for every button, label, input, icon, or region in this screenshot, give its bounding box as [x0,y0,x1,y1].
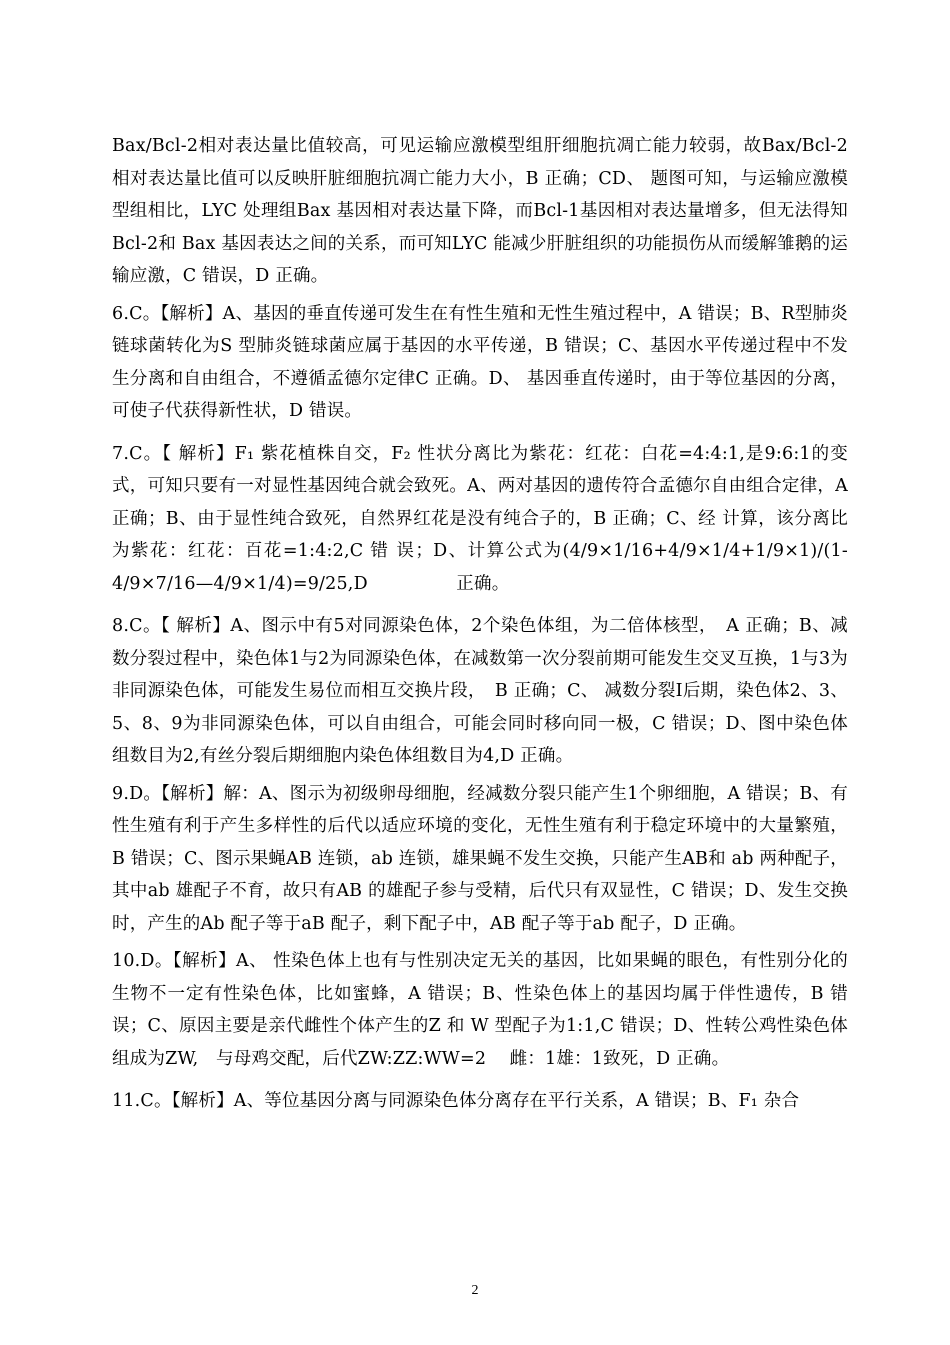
page-number: 2 [471,1283,479,1298]
paragraph-answer-10: 10.D。【解析】A、 性染色体上也有与性别决定无关的基因，比如果蝇的眼色，有性别分化的生物不一定有性染色体，比如蜜蜂，A 错误；B、性染色体上的基因均属于伴性遗传，B 错误；C、原因主要是亲代雌性个体产生的Z 和 W 型配子为1:1,C 错误；D、性转公鸡性染色体组成为ZW, 与母鸡交配，后代ZW:ZZ:WW=2 雌：1雄：1致死，D 正确。 [112,951,848,1069]
paragraph-answer-7: 7.C。【 解析】F₁ 紫花植株自交，F₂ 性状分离比为紫花：红花：白花=4:4:1,是9:6:1的变式，可知只要有一对显性基因纯合就会致死。A、两对基因的遗传符合孟德尔自由组合定律，A 正确；B、由于显性纯合致死，自然界红花是没有纯合子的，B 正确；C、经 计算，该分离比为紫花：红花：百花=1:4:2,C 错 误；D、计算公式为(4/9×1/16+4/9×1/4+1/9×1)/(1-4/9×7/16—4/9×1/4)=9/25,D 正确。 [112,443,848,594]
paragraph-answer-9: 9.D。【解析】解：A、图示为初级卵母细胞，经减数分裂只能产生1个卵细胞，A 错误；B、有性生殖有利于产生多样性的后代以适应环境的变化，无性生殖有利于稳定环境中的大量繁殖，B 错误；C、图示果蝇AB 连锁，ab 连锁，雄果蝇不发生交换，只能产生AB和 ab 两种配子，其中ab 雄配子不育，故只有AB 的雄配子参与受精，后代只有双显性，C 错误；D、发生交换时，产生的Ab 配子等于aB 配子，剩下配子中，AB 配子等于ab 配子，D 正确。 [112,783,848,934]
paragraph-answer-8: 8.C。【 解析】A、图示中有5对同源染色体，2个染色体组，为二倍体核型， A 正确；B、减数分裂过程中，染色体1与2为同源染色体，在减数第一次分裂前期可能发生交叉互换，1与3为非同源染色体，可能发生易位而相互交换片段， B 正确；C、 减数分裂I后期，染色体2、3、5、8、9为非同源染色体，可以自由组合，可能会同时移向同一极，C 错误；D、图中染色体组数目为2,有丝分裂后期细胞内染色体组数目为4,D 正确。 [112,616,848,766]
paragraph-answer-6: 6.C。【解析】A、基因的垂直传递可发生在有性生殖和无性生殖过程中，A 错误；B、R型肺炎链球菌转化为S 型肺炎链球菌应属于基因的水平传递，B 错误；C、基因水平传递过程中不发生分离和自由组合，不遵循孟德尔定律C 正确。D、 基因垂直传递时，由于等位基因的分离，可使子代获得新性状，D 错误。 [112,303,848,421]
document-body [112,130,848,1118]
paragraph-5-continued: Bax/Bcl-2相对表达量比值较高，可见运输应激模型组肝细胞抗凋亡能力较弱，故Bax/Bcl-2相对表达量比值可以反映肝脏细胞抗凋亡能力大小，B 正确；CD、 题图可知，与运输应激模型组相比，LYC 处理组Bax 基因相对表达量下降，而Bcl-1基因相对表达量增多，但无法得知Bcl-2和 Bax 基因表达之间的关系，而可知LYC 能减少肝脏组织的功能损伤从而缓解雏鹅的运输应激，C 错误，D 正确。 [112,136,848,286]
paragraph-answer-11: 11.C。【解析】A、等位基因分离与同源染色体分离存在平行关系，A 错误；B、F₁ 杂合 [112,1091,800,1111]
